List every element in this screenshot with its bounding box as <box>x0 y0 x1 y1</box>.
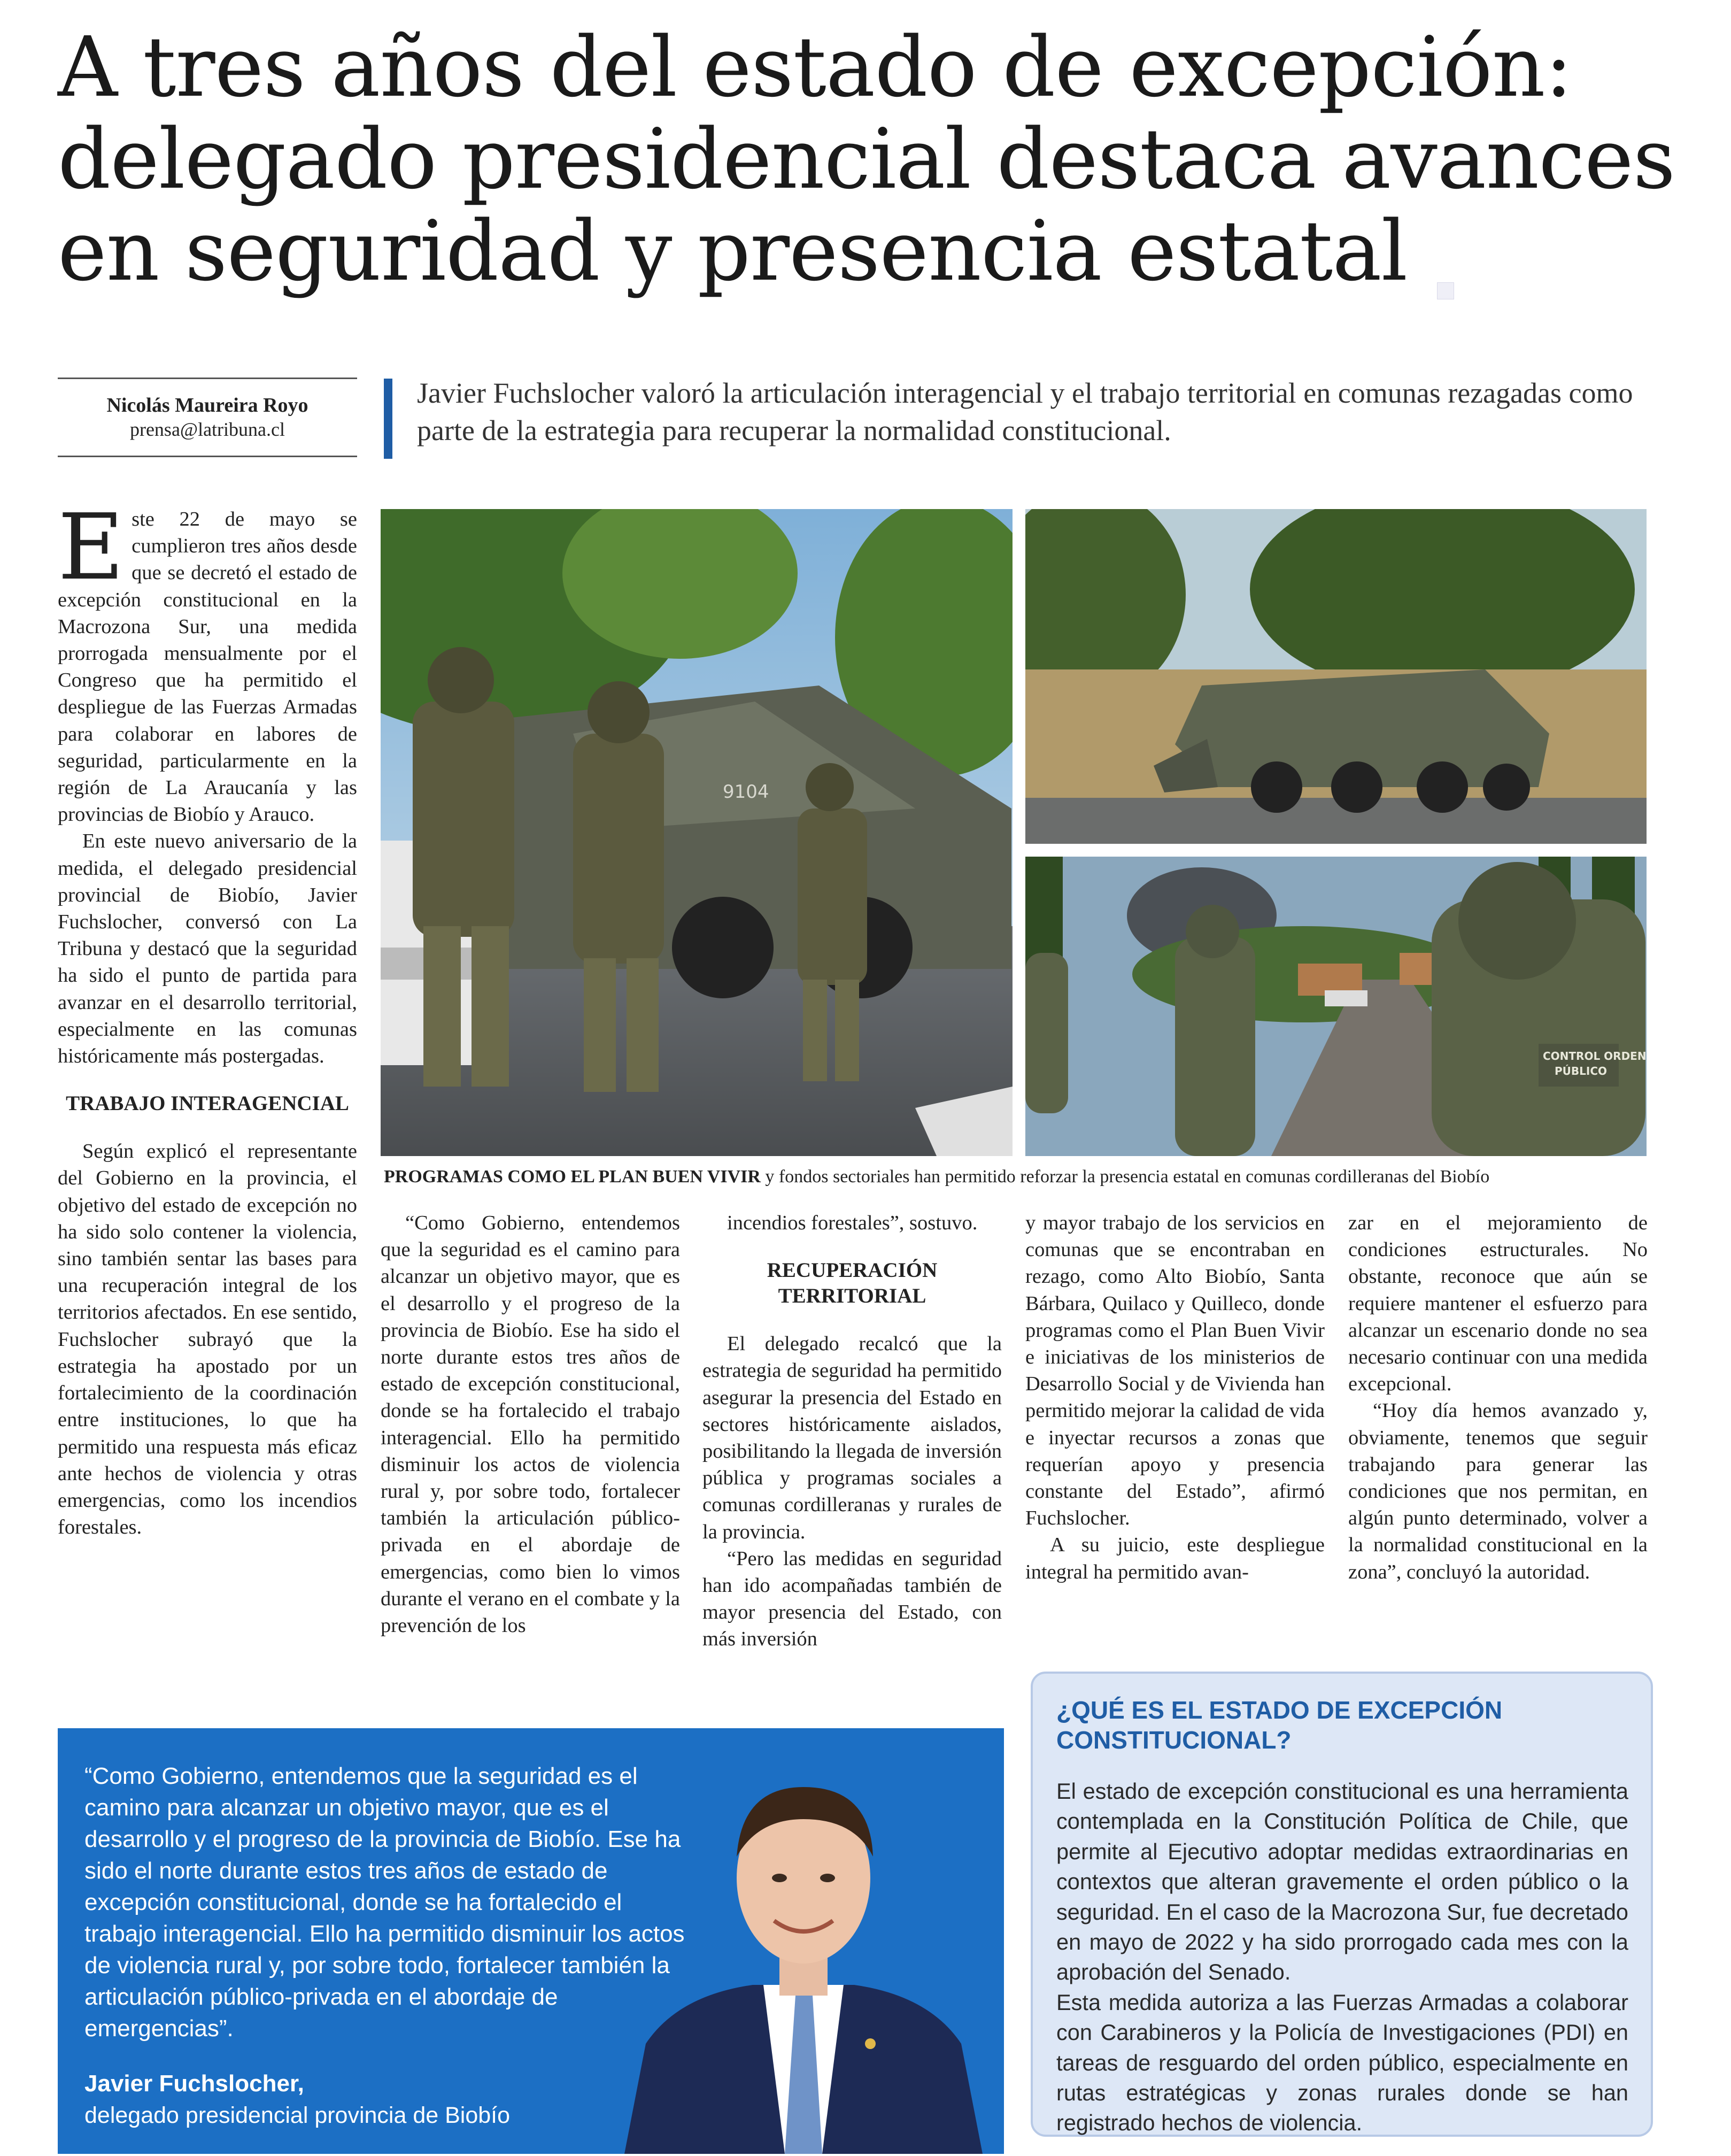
subhead-interagencial: TRABAJO INTERAGENCIAL <box>66 1092 349 1115</box>
info-paragraph-2: Esta medida autoriza a las Fuerzas Armadas a colaborar con Carabineros y la Policía de Investigaciones (PDI) en tareas de resguardo del orden público, especialmente en rutas estratégicas y zonas rurales donde se han registrado hechos de violencia. <box>1056 1989 1628 2136</box>
subhead-recuperacion: RECUPERACIÓN TERRITORIAL <box>767 1259 938 1308</box>
note-marker-icon <box>1437 282 1454 299</box>
paragraph: incendios forestales”, sostuvo. <box>727 1212 978 1234</box>
caption-bold: PROGRAMAS COMO EL PLAN BUEN VIVIR <box>384 1167 761 1187</box>
byline-email: prensa@latribuna.cl <box>129 419 285 440</box>
paragraph: A su juicio, este despliegue integral ha permitido avan- <box>1025 1534 1325 1583</box>
vest-label-line-2: PÚBLICO <box>1555 1065 1608 1077</box>
portrait-photo <box>603 1744 1004 2154</box>
headline-line-3: en seguridad y presencia estatal <box>58 203 1408 299</box>
info-paragraph-1: El estado de excepción constitucional es una herramienta contemplada en la Constitución Política de Chile, que permite al Ejecutivo adoptar medidas extraordinarias en contextos que alteran gravemente el orden público o la seguridad. En el caso de la Macrozona Sur, fue decretado en mayo de 2022 y ha sido prorrogado cada mes con la aprobación del Senado. <box>1056 1778 1628 1985</box>
article-column-2 <box>381 1210 680 1639</box>
pull-quote-role: delegado presidencial provincia de Biobío <box>84 2103 511 2128</box>
byline-top-rule <box>58 378 357 379</box>
article-column-5 <box>1348 1210 1648 1585</box>
headline <box>58 19 1675 299</box>
article-column-3 <box>702 1210 1002 1653</box>
deck-summary: Javier Fuchslocher valoró la articulación interagencial y el trabajo territorial en comunas rezagadas como parte de la estrategia para recuperar la normalidad constitucional. <box>417 377 1633 446</box>
article-column-4 <box>1025 1210 1325 1585</box>
pull-quote-author: Javier Fuchslocher, <box>84 2070 304 2097</box>
paragraph: El delegado recalcó que la estrategia de seguridad ha permitido asegurar la presencia del Estado en sectores históricamente aislados, posibilitando la llegada de inversión pública y programas sociales a comunas cordilleranas y rurales de la provincia. <box>702 1333 1002 1543</box>
byline-bottom-rule <box>58 456 357 457</box>
photo-soldiers-armored-vehicle <box>381 509 1013 1156</box>
headline-line-1: A tres años del estado de excepción: <box>58 19 1572 116</box>
pull-quote-text: “Como Gobierno, entendemos que la seguridad es el camino para alcanzar un objetivo mayor, que es el desarrollo y el progreso de la provincia de Biobío. Ese ha sido el norte durante estos tres años de estado de excepción constitucional, donde se ha fortalecido el trabajo interagencial. Ello ha permitido disminuir los actos de violencia rural y, por sobre todo, fortalecer también la articulación público-privada en el abordaje de emergencias”. <box>84 1763 685 2042</box>
info-box-title: ¿QUÉ ES EL ESTADO DE EXCEPCIÓN CONSTITUCIONAL? <box>1056 1696 1503 1754</box>
pull-quote-box <box>58 1728 1004 2154</box>
photo-troops-forest-road <box>1025 857 1647 1156</box>
paragraph <box>58 495 357 828</box>
paragraph: y mayor trabajo de los servicios en comunas que se encontraban en rezago, como Alto Biobío, Santa Bárbara, Quilaco y Quilleco, donde programas como el Plan Buen Vivir e iniciativas de los ministerios de Desarrollo Social y de Vivienda han permitido mejorar la calidad de vida e inyectar recursos a zonas que requerían apoyo y presencia constante del Estado”, afirmó Fuchslocher. <box>1025 1212 1325 1530</box>
article-column-1 <box>58 495 357 1541</box>
info-box-estado-excepcion <box>1031 1672 1653 2137</box>
info-box-body <box>1056 1776 1628 2138</box>
vest-label-line-1: CONTROL ORDEN <box>1543 1050 1647 1062</box>
drop-cap: E <box>58 495 125 600</box>
paragraph: “Como Gobierno, entendemos que la seguridad es el camino para alcanzar un objetivo mayor, que es el desarrollo y el progreso de la provincia de Biobío. Ese ha sido el norte durante estos tres años de estado de excepción constitucional, donde se ha fortalecido el trabajo interagencial. Ello ha permitido disminuir los actos de violencia rural y, por sobre todo, fortalecer también la articulación público-privada en el abordaje de emergencias, como bien lo vimos durante el verano en el combate y la prevención de los <box>381 1212 680 1637</box>
byline-author: Nicolás Maureira Royo <box>106 394 308 417</box>
paragraph: “Pero las medidas en seguridad han ido acompañadas también de mayor presencia del Estado, con más inversión <box>702 1547 1002 1651</box>
paragraph: “Hoy día hemos avanzado y, obviamente, tenemos que seguir trabajando para generar las condiciones que nos permitan, en algún punto determinado, volver a la normalidad constitucional en la zona”, concluyó la autoridad. <box>1348 1399 1648 1583</box>
photo-caption <box>384 1167 1645 1187</box>
caption-text: y fondos sectoriales han permitido reforzar la presencia estatal en comunas cordilleranas del Biobío <box>760 1167 1490 1187</box>
vehicle-number-label: 9104 <box>723 781 769 803</box>
paragraph: zar en el mejoramiento de condiciones estructurales. No obstante, reconoce que aún se requiere mantener el esfuerzo para alcanzar un escenario donde no sea necesario continuar con una medida excepcional. <box>1348 1212 1648 1396</box>
photo-armored-vehicle-roadside <box>1025 509 1647 844</box>
paragraph-text: ste 22 de mayo se cumplieron tres años desde que se decretó el estado de excepción constitucional en la Macrozona Sur, una medida prorrogada mensualmente por el Congreso que ha permitido el despliegue de las Fuerzas Armadas para colaborar en labores de seguridad, particularmente en la región de La Araucanía y las provincias de Biobío y Arauco. <box>58 508 357 826</box>
paragraph: Según explicó el representante del Gobierno en la provincia, el objetivo del estado de excepción no ha sido solo contener la violencia, sino también sentar las bases para una recuperación integral de los territorios afectados. En ese sentido, Fuchslocher subrayó que la estrategia ha apostado por un fortalecimiento de la coordinación entre instituciones, lo que ha permitido una respuesta más eficaz ante hechos de violencia y otras emergencias, como los incendios forestales. <box>58 1140 357 1539</box>
deck-accent-bar <box>384 379 392 459</box>
headline-line-2: delegado presidencial destaca avances <box>58 111 1675 207</box>
paragraph: En este nuevo aniversario de la medida, el delegado presidencial provincial de Biobío, Javier Fuchslocher, conversó con La Tribuna y destacó que la seguridad ha sido el punto de partida para avanzar en el desarrollo territorial, especialmente en las comunas históricamente más postergadas. <box>58 830 357 1068</box>
